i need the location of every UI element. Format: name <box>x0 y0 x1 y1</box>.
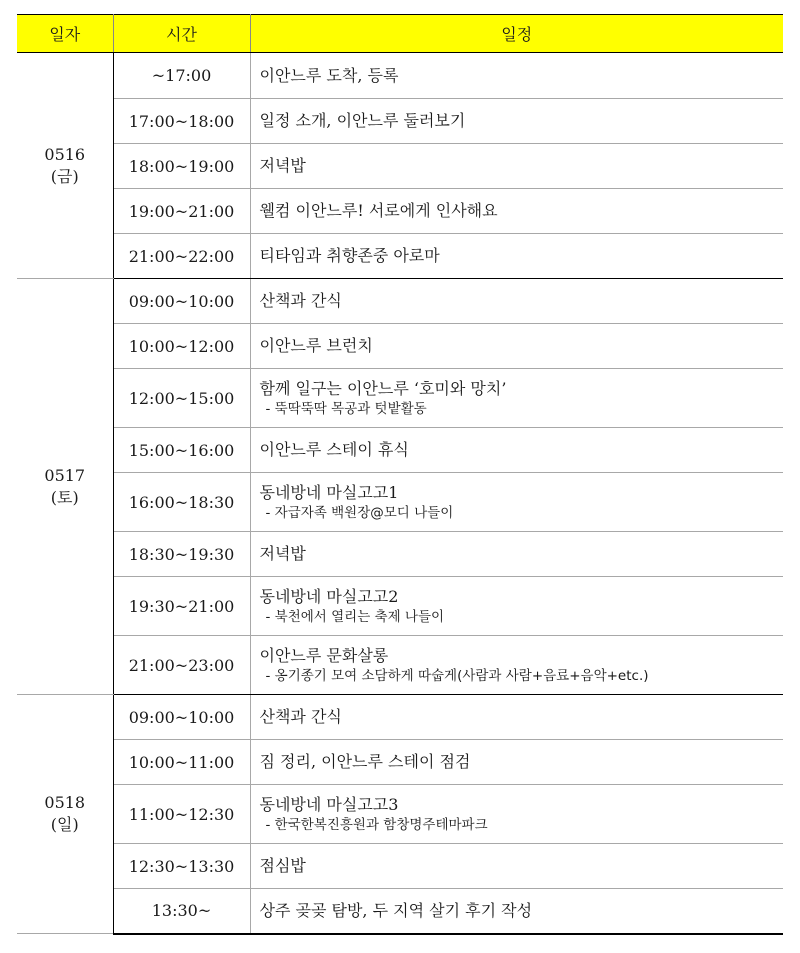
schedule-row <box>17 369 783 428</box>
activity-cell <box>250 144 783 189</box>
activity-title: 일정 소개, 이안느루 둘러보기 <box>259 111 466 130</box>
day-weekday: (토) <box>50 487 79 507</box>
activity-cell <box>250 740 783 785</box>
schedule-row <box>17 324 783 369</box>
activity-detail: - 옹기종기 모여 소담하게 따숩게(사람과 사람+음료+음악+etc.) <box>265 667 649 684</box>
activity-title: 이안느루 문화살롱 <box>259 645 389 665</box>
schedule-row <box>17 844 783 889</box>
schedule-row <box>17 889 783 934</box>
day-cell <box>17 279 113 695</box>
schedule-row <box>17 234 783 279</box>
activity-cell <box>250 889 783 934</box>
activity-cell <box>250 532 783 577</box>
time-cell: 18:00~19:00 <box>113 144 250 189</box>
activity-title: 산책과 간식 <box>259 291 342 310</box>
header-date: 일자 <box>17 15 113 53</box>
schedule-row <box>17 279 783 324</box>
activity-title: 동네방네 마실고고3 <box>259 794 399 814</box>
time-cell: 21:00~22:00 <box>113 234 250 279</box>
day-cell <box>17 695 113 934</box>
activity-cell <box>250 189 783 234</box>
activity-detail: - 북천에서 열리는 축제 나들이 <box>265 608 445 625</box>
schedule-table <box>17 14 783 935</box>
header-row <box>17 15 783 53</box>
time-cell: 15:00~16:00 <box>113 428 250 473</box>
activity-title: 티타임과 취향존중 아로마 <box>259 246 440 265</box>
activity-cell <box>250 636 783 695</box>
activity-detail: - 자급자족 백원장@모디 나들이 <box>265 504 454 521</box>
header-time: 시간 <box>113 15 250 53</box>
schedule-body <box>17 53 783 934</box>
day-date: 0517 <box>44 465 86 485</box>
schedule-row <box>17 189 783 234</box>
time-cell: 17:00~18:00 <box>113 99 250 144</box>
activity-title: 점심밥 <box>259 856 306 875</box>
time-cell: 09:00~10:00 <box>113 279 250 324</box>
time-cell: 12:00~15:00 <box>113 369 250 428</box>
activity-cell <box>250 369 783 428</box>
time-cell: 21:00~23:00 <box>113 636 250 695</box>
activity-title: 저녁밥 <box>259 544 306 563</box>
activity-title: 동네방네 마실고고2 <box>259 586 399 606</box>
activity-title: 이안느루 브런치 <box>259 336 373 355</box>
schedule-row <box>17 428 783 473</box>
schedule-row <box>17 577 783 636</box>
schedule-row <box>17 740 783 785</box>
time-cell: 09:00~10:00 <box>113 695 250 740</box>
day-weekday: (일) <box>50 815 79 834</box>
time-cell: 12:30~13:30 <box>113 844 250 889</box>
time-cell: 19:30~21:00 <box>113 577 250 636</box>
activity-cell <box>250 577 783 636</box>
activity-cell <box>250 428 783 473</box>
activity-cell <box>250 99 783 144</box>
schedule-row <box>17 785 783 844</box>
time-cell: 13:30~ <box>113 889 250 934</box>
activity-detail: - 한국한복진흥원과 함창명주테마파크 <box>265 816 488 833</box>
activity-cell <box>250 785 783 844</box>
schedule-row <box>17 636 783 695</box>
activity-cell <box>250 695 783 740</box>
activity-title: 저녁밥 <box>259 156 306 175</box>
schedule-row <box>17 53 783 99</box>
activity-title: 이안느루 스테이 휴식 <box>259 440 409 459</box>
time-cell: 16:00~18:30 <box>113 473 250 532</box>
activity-cell <box>250 324 783 369</box>
activity-cell <box>250 279 783 324</box>
activity-title: 산책과 간식 <box>259 707 342 726</box>
schedule-row <box>17 99 783 144</box>
activity-title: 동네방네 마실고고1 <box>259 482 399 502</box>
activity-cell <box>250 53 783 99</box>
activity-title: 짐 정리, 이안느루 스테이 점검 <box>259 752 471 771</box>
activity-cell <box>250 473 783 532</box>
time-cell: ~17:00 <box>113 53 250 99</box>
time-cell: 18:30~19:30 <box>113 532 250 577</box>
activity-title: 웰컴 이안느루! 서로에게 인사해요 <box>259 201 498 220</box>
time-cell: 10:00~11:00 <box>113 740 250 785</box>
schedule-row <box>17 532 783 577</box>
header-schedule: 일정 <box>250 15 783 53</box>
activity-title: 상주 곶곶 탐방, 두 지역 살기 후기 작성 <box>259 900 533 920</box>
activity-title: 함께 일구는 이안느루 ‘호미와 망치’ <box>259 378 507 398</box>
day-cell <box>17 53 113 279</box>
activity-title: 이안느루 도착, 등록 <box>259 65 399 85</box>
schedule-row <box>17 144 783 189</box>
activity-cell <box>250 234 783 279</box>
day-date: 0518 <box>44 793 86 812</box>
activity-cell <box>250 844 783 889</box>
schedule-row <box>17 695 783 740</box>
day-date: 0516 <box>44 144 86 164</box>
activity-detail: - 뚝딱뚝딱 목공과 텃밭활동 <box>265 400 427 417</box>
schedule-row <box>17 473 783 532</box>
time-cell: 19:00~21:00 <box>113 189 250 234</box>
time-cell: 11:00~12:30 <box>113 785 250 844</box>
day-weekday: (금) <box>50 166 79 186</box>
time-cell: 10:00~12:00 <box>113 324 250 369</box>
